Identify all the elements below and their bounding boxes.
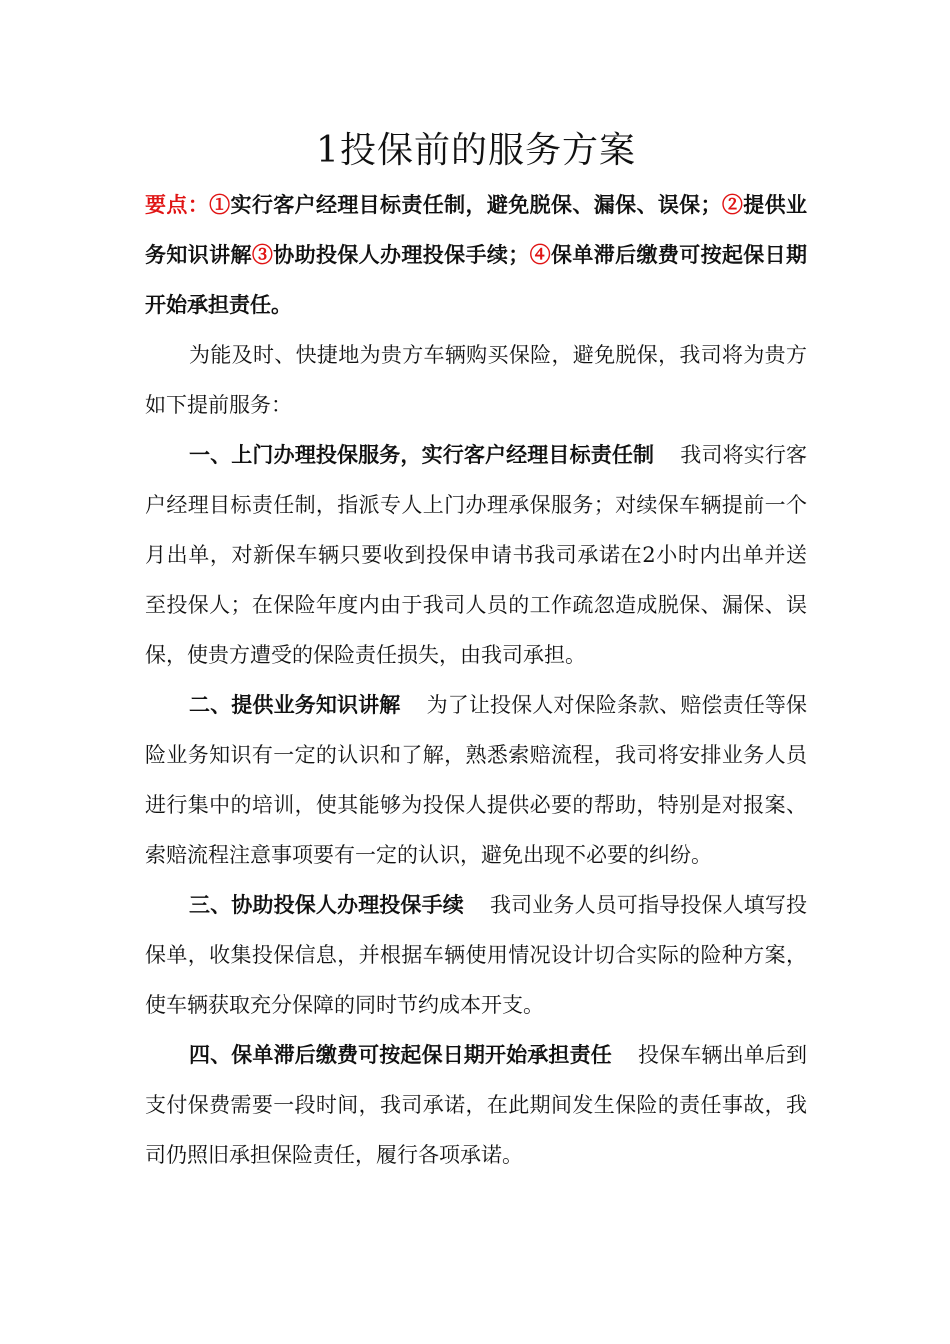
section-body: 我司业务人员可指导投保人填写投保单，收集投保信息，并根据车辆使用情况设计切合实际的险种方案，使车辆获取充分保障的同时节约成本开支。 [145,893,808,1017]
key-point-number-3: ③ [251,242,274,267]
section-body: 投保车辆出单后到支付保费需要一段时间，我司承诺，在此期间发生保险的责任事故，我司仍照旧承担保险责任，履行各项承诺。 [145,1043,808,1167]
section-body: 我司将实行客户经理目标责任制，指派专人上门办理承保服务；对续保车辆提前一个月出单，对新保车辆只要收到投保申请书我司承诺在2小时内出单并送至投保人；在保险年度内由于我司人员的工作疏忽造成脱保、漏保、误保，使贵方遭受的保险责任损失，由我司承担。 [145,443,808,667]
section-paragraph [145,880,807,1030]
section-paragraph [145,680,807,880]
document-title: 1投保前的服务方案 [316,130,636,171]
section-title: 四、保单滞后缴费可按起保日期开始承担责任 [189,1042,612,1067]
intro-paragraph: 为能及时、快捷地为贵方车辆购买保险，避免脱保，我司将为贵方如下提前服务： [145,343,807,417]
key-points [145,180,807,330]
key-point-number-1: ① [209,192,231,217]
key-point-text-2: 提供业务知识讲解 [145,192,808,267]
key-point-text-1: 实行客户经理目标责任制，避免脱保、漏保、误保； [230,192,722,217]
section-paragraph [145,430,807,680]
section-title: 三、协助投保人办理投保手续 [189,892,464,917]
key-point-number-4: ④ [529,242,551,267]
document-page [145,128,807,1180]
key-point-number-2: ② [721,192,744,217]
key-point-text-4: 保单滞后缴费可按起保日期开始承担责任。 [145,242,808,317]
section-body: 为了让投保人对保险条款、赔偿责任等保险业务知识有一定的认识和了解，熟悉索赔流程，我司将安排业务人员进行集中的培训，使其能够为投保人提供必要的帮助，特别是对报案、索赔流程注意事项要有一定的认识，避免出现不必要的纠纷。 [145,693,808,867]
section-paragraph [145,1030,807,1180]
section-title: 二、提供业务知识讲解 [189,692,401,717]
key-points-label: 要点： [145,192,210,217]
key-point-text-3: 协助投保人办理投保手续； [273,242,530,267]
section-title: 一、上门办理投保服务，实行客户经理目标责任制 [189,442,655,467]
